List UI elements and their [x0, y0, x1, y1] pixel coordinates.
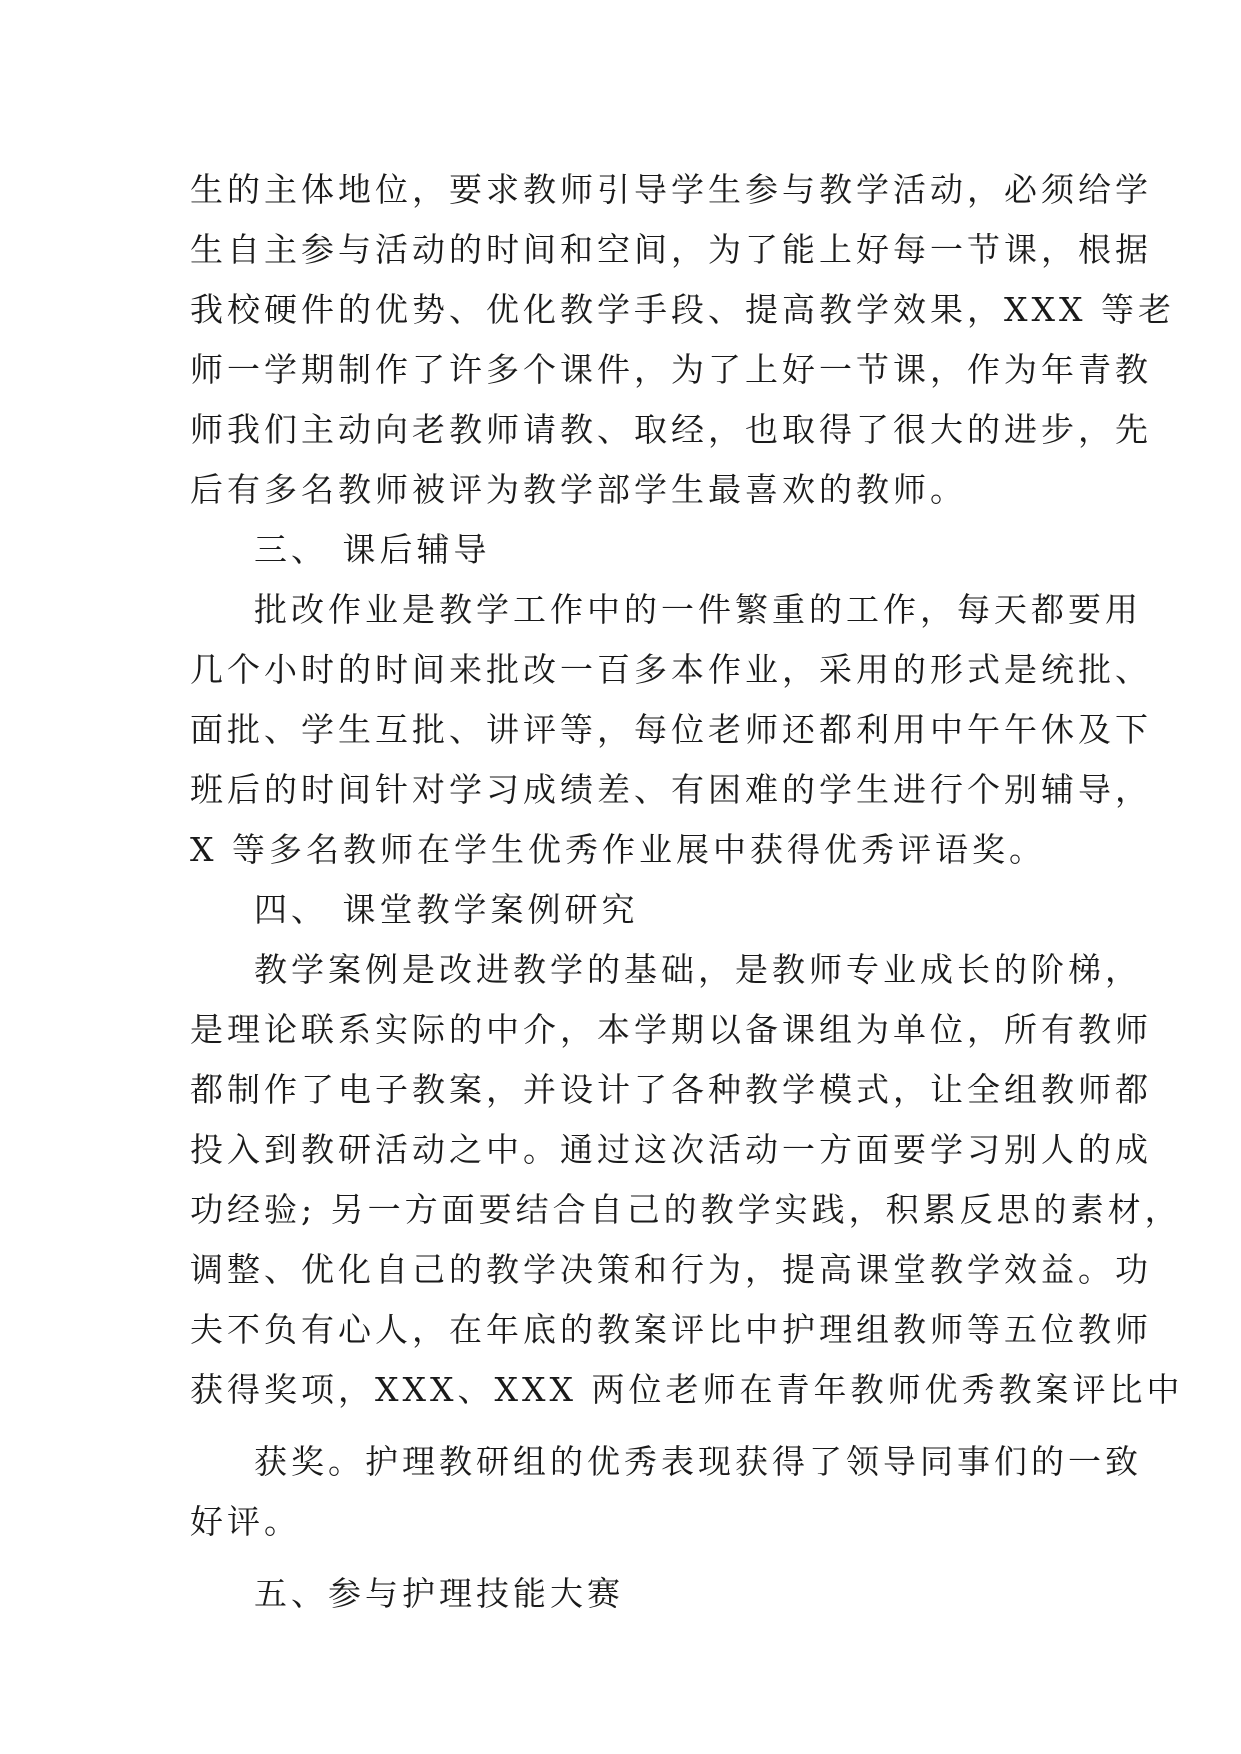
- paragraph-line: 投入到教研活动之中。通过这次活动一方面要学习别人的成: [190, 1130, 1152, 1169]
- paragraph-line: 都制作了电子教案，并设计了各种教学模式，让全组教师都: [190, 1070, 1152, 1109]
- paragraph-line: 是理论联系实际的中介，本学期以备课组为单位，所有教师: [190, 1010, 1152, 1049]
- paragraph-line: 批改作业是教学工作中的一件繁重的工作，每天都要用: [254, 590, 1142, 629]
- section-heading-5: 五、参与护理技能大赛: [254, 1574, 624, 1613]
- paragraph-line: 后有多名教师被评为教学部学生最喜欢的教师。: [190, 470, 967, 509]
- section-heading-3: 三、 课后辅导: [254, 530, 491, 569]
- paragraph-line: 夫不负有心人，在年底的教案评比中护理组教师等五位教师: [190, 1310, 1152, 1349]
- paragraph-line: 调整、优化自己的教学决策和行为，提高课堂教学效益。功: [190, 1250, 1152, 1289]
- paragraph-line: 生的主体地位，要求教师引导学生参与教学活动，必须给学: [190, 170, 1152, 209]
- paragraph-line: 获得奖项，XXX、XXX 两位老师在青年教师优秀教案评比中: [190, 1370, 1184, 1409]
- paragraph-line: 几个小时的时间来批改一百多本作业，采用的形式是统批、: [190, 650, 1152, 689]
- paragraph-line: 我校硬件的优势、优化教学手段、提高教学效果，XXX 等老: [190, 290, 1175, 329]
- paragraph-line: 师一学期制作了许多个课件，为了上好一节课，作为年青教: [190, 350, 1152, 389]
- paragraph-line: 获奖。护理教研组的优秀表现获得了领导同事们的一致: [254, 1442, 1142, 1481]
- document-body: [190, 160, 1184, 1624]
- paragraph-line: X 等多名教师在学生优秀作业展中获得优秀评语奖。: [190, 830, 1046, 869]
- paragraph-line: 教学案例是改进教学的基础，是教师专业成长的阶梯，: [254, 950, 1142, 989]
- paragraph-line: 师我们主动向老教师请教、取经，也取得了很大的进步，先: [190, 410, 1152, 449]
- paragraph-line: 功经验; 另一方面要结合自己的教学实践，积累反思的素材，: [190, 1190, 1182, 1229]
- paragraph-line: 班后的时间针对学习成绩差、有困难的学生进行个别辅导，: [190, 770, 1152, 809]
- section-heading-4: 四、 课堂教学案例研究: [254, 890, 639, 929]
- paragraph-line: 生自主参与活动的时间和空间，为了能上好每一节课，根据: [190, 230, 1152, 269]
- paragraph-line: 好评。: [190, 1502, 301, 1541]
- paragraph-line: 面批、学生互批、讲评等，每位老师还都利用中午午休及下: [190, 710, 1152, 749]
